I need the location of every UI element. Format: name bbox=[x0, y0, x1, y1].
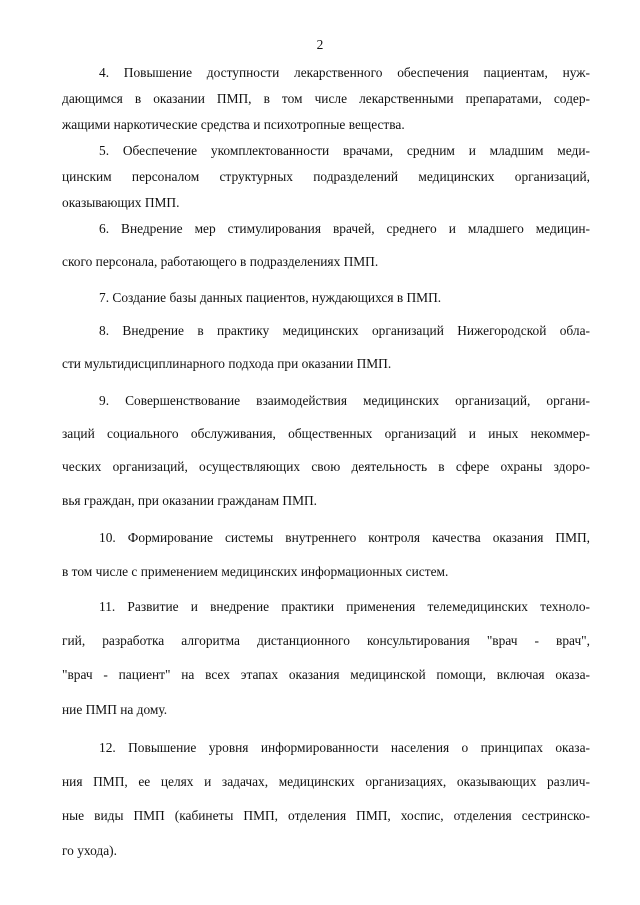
paragraph-8-line-1: 8. Внедрение в практику медицинских организаций Нижегородской обла- bbox=[99, 323, 590, 338]
paragraph-4-line-1: 4. Повышение доступности лекарственного обеспечения пациентам, нуж- bbox=[99, 65, 590, 80]
paragraph-7-line-1: 7. Создание базы данных пациентов, нуждающихся в ПМП. bbox=[99, 290, 442, 305]
paragraph-11-line-2: гий, разработка алгоритма дистанционного консультирования "врач - врач", bbox=[62, 633, 590, 648]
paragraph-12-line-3: ные виды ПМП (кабинеты ПМП, отделения ПМП, хоспис, отделения сестринско- bbox=[62, 808, 590, 823]
paragraph-6-line-1: 6. Внедрение мер стимулирования врачей, среднего и младшего медицин- bbox=[99, 221, 590, 236]
paragraph-9-line-2: заций социального обслуживания, общественных организаций и иных некоммер- bbox=[62, 426, 590, 441]
page-number: 2 bbox=[316, 37, 324, 52]
paragraph-10-line-1: 10. Формирование системы внутреннего контроля качества оказания ПМП, bbox=[99, 530, 590, 545]
paragraph-12-line-2: ния ПМП, ее целях и задачах, медицинских организациях, оказывающих различ- bbox=[62, 774, 590, 789]
paragraph-4-line-3: жащими наркотические средства и психотропные вещества. bbox=[62, 117, 405, 132]
paragraph-5-line-1: 5. Обеспечение укомплектованности врачами, средним и младшим меди- bbox=[99, 143, 590, 158]
paragraph-11-line-1: 11. Развитие и внедрение практики применения телемедицинских техноло- bbox=[99, 599, 590, 614]
paragraph-9-line-1: 9. Совершенствование взаимодействия медицинских организаций, органи- bbox=[99, 393, 590, 408]
paragraph-9-line-4: вья граждан, при оказании гражданам ПМП. bbox=[62, 493, 317, 508]
paragraph-4-line-2: дающимся в оказании ПМП, в том числе лекарственными препаратами, содер- bbox=[62, 91, 590, 106]
paragraph-8-line-2: сти мультидисциплинарного подхода при оказании ПМП. bbox=[62, 356, 392, 371]
paragraph-6-line-2: ского персонала, работающего в подразделениях ПМП. bbox=[62, 254, 379, 269]
paragraph-12-line-4: го ухода). bbox=[62, 843, 117, 858]
paragraph-11-line-3: "врач - пациент" на всех этапах оказания медицинской помощи, включая оказа- bbox=[62, 667, 590, 682]
paragraph-9-line-3: ческих организаций, осуществляющих свою деятельность в сфере охраны здоро- bbox=[62, 459, 590, 474]
paragraph-5-line-2: цинским персоналом структурных подразделений медицинских организаций, bbox=[62, 169, 590, 184]
paragraph-12-line-1: 12. Повышение уровня информированности населения о принципах оказа- bbox=[99, 740, 590, 755]
paragraph-5-line-3: оказывающих ПМП. bbox=[62, 195, 180, 210]
paragraph-10-line-2: в том числе с применением медицинских информационных систем. bbox=[62, 564, 449, 579]
paragraph-11-line-4: ние ПМП на дому. bbox=[62, 702, 168, 717]
